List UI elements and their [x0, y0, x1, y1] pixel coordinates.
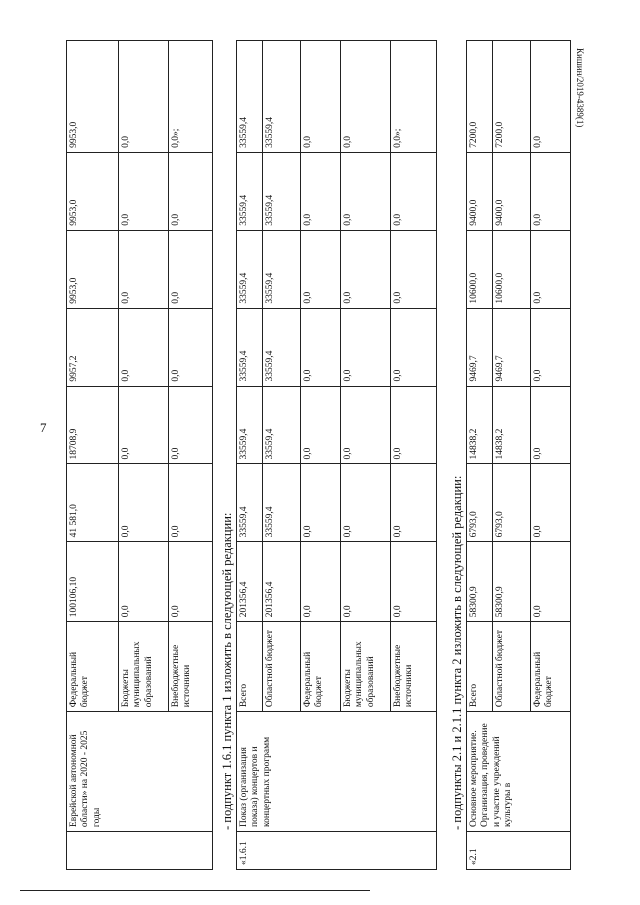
- table-value-cell: 33559,4: [237, 464, 263, 542]
- table-value-cell: 0,0: [531, 464, 571, 542]
- table-label-cell: Областной бюджет: [493, 622, 531, 712]
- table-row: [67, 41, 119, 870]
- table-value-cell: 0,0: [169, 542, 213, 622]
- table-label-cell: Бюджеты муниципальных образований: [119, 622, 169, 712]
- table-label-cell: Показ (организация показа) концертов и концертных программ: [237, 712, 437, 832]
- table-mid-wrapper: [236, 40, 437, 870]
- section-2-heading: - подпункты 2.1 и 2.1.1 пункта 2 изложить в следующей редакции:: [450, 475, 464, 830]
- table-bottom-wrapper: [466, 40, 571, 870]
- table-value-cell: 7200,0: [467, 41, 493, 153]
- table-value-cell: 10600,0: [493, 230, 531, 308]
- table-value-cell: 0,0: [391, 542, 437, 622]
- table-value-cell: 0,0: [119, 386, 169, 464]
- table-value-cell: 0,0: [301, 41, 341, 153]
- table-value-cell: 14838,2: [467, 386, 493, 464]
- table-value-cell: 33559,4: [237, 386, 263, 464]
- table-label-cell: Федеральный бюджет: [301, 622, 341, 712]
- page-bottom-rule: [20, 890, 370, 891]
- table-value-cell: 0,0: [531, 152, 571, 230]
- table-value-cell: 0,0: [341, 464, 391, 542]
- table-value-cell: 33559,4: [263, 464, 301, 542]
- table-value-cell: 0,0: [119, 230, 169, 308]
- budget-table-1-6-1: [236, 40, 437, 870]
- table-value-cell: 0,0: [391, 308, 437, 386]
- table-value-cell: 201356,4: [237, 542, 263, 622]
- table-label-cell: Бюджеты муниципальных образований: [341, 622, 391, 712]
- table-value-cell: 0,0»;: [391, 41, 437, 153]
- table-value-cell: 41 581,0: [67, 464, 119, 542]
- table-label-cell: Внебюджетные источники: [169, 622, 213, 712]
- table-value-cell: 33559,4: [263, 308, 301, 386]
- table-value-cell: 0,0: [169, 230, 213, 308]
- section-1-heading: - подпункт 1.6.1 пункта 1 изложить в следующей редакции:: [220, 512, 234, 830]
- budget-table-continuation: [66, 40, 213, 870]
- table-value-cell: 100106,10: [67, 542, 119, 622]
- table-value-cell: 0,0: [391, 230, 437, 308]
- table-value-cell: 0,0: [301, 464, 341, 542]
- table-value-cell: 0,0: [531, 41, 571, 153]
- table-value-cell: 58300,9: [493, 542, 531, 622]
- table-value-cell: 14838,2: [493, 386, 531, 464]
- table-value-cell: 0,0: [391, 152, 437, 230]
- table-top-wrapper: [66, 40, 213, 870]
- table-value-cell: 201356,4: [263, 542, 301, 622]
- table-label-cell: Федеральный бюджет: [67, 622, 119, 712]
- table-value-cell: 0,0: [301, 308, 341, 386]
- table-value-cell: 0,0: [531, 542, 571, 622]
- table-value-cell: 9953,0: [67, 230, 119, 308]
- table-value-cell: 33559,4: [263, 386, 301, 464]
- table-value-cell: 0,0: [119, 308, 169, 386]
- table-value-cell: 6793,0: [493, 464, 531, 542]
- table-value-cell: 33559,4: [263, 152, 301, 230]
- table-value-cell: 0,0: [301, 230, 341, 308]
- table-value-cell: 33559,4: [237, 308, 263, 386]
- table-value-cell: 0,0: [391, 464, 437, 542]
- table-label-cell: Внебюджетные источники: [391, 622, 437, 712]
- page-number: 7: [40, 420, 47, 435]
- table-value-cell: 0,0: [531, 308, 571, 386]
- budget-table-2-1: [466, 40, 571, 870]
- table-value-cell: 9469,7: [467, 308, 493, 386]
- table-value-cell: 0,0: [169, 152, 213, 230]
- table-row: [237, 41, 263, 870]
- table-value-cell: 33559,4: [237, 230, 263, 308]
- table-value-cell: 7200,0: [493, 41, 531, 153]
- table-label-cell: Федеральный бюджет: [531, 622, 571, 712]
- table-row: [467, 41, 493, 870]
- table-value-cell: 0,0: [119, 464, 169, 542]
- document-code: Кишин/2019-4389(1): [575, 48, 585, 128]
- table-value-cell: 9400,0: [467, 152, 493, 230]
- table-value-cell: 0,0: [169, 308, 213, 386]
- table-value-cell: 0,0: [341, 542, 391, 622]
- table-value-cell: 33559,4: [237, 152, 263, 230]
- table-label-cell: «2.1: [467, 832, 571, 870]
- table-value-cell: 9953,0: [67, 41, 119, 153]
- table-value-cell: 0,0: [341, 230, 391, 308]
- table-value-cell: 33559,4: [237, 41, 263, 153]
- table-value-cell: 9469,7: [493, 308, 531, 386]
- table-label-cell: [67, 832, 213, 870]
- table-value-cell: 0,0: [341, 41, 391, 153]
- table-value-cell: 58300,9: [467, 542, 493, 622]
- table-value-cell: 0,0: [301, 542, 341, 622]
- table-label-cell: Всего: [237, 622, 263, 712]
- table-value-cell: 33559,4: [263, 41, 301, 153]
- table-value-cell: 0,0»;: [169, 41, 213, 153]
- table-value-cell: 0,0: [301, 152, 341, 230]
- table-value-cell: 0,0: [169, 386, 213, 464]
- table-label-cell: Еврейской автономной области» на 2020 - 2025 годы: [67, 712, 213, 832]
- table-value-cell: 0,0: [391, 386, 437, 464]
- table-label-cell: Основное мероприятие. Организация, проведение и участие учреждений культуры в: [467, 712, 571, 832]
- table-label-cell: Областной бюджет: [263, 622, 301, 712]
- table-value-cell: 0,0: [341, 308, 391, 386]
- table-label-cell: «1.6.1: [237, 832, 437, 870]
- table-value-cell: 0,0: [531, 386, 571, 464]
- table-value-cell: 9400,0: [493, 152, 531, 230]
- table-value-cell: 0,0: [119, 41, 169, 153]
- table-value-cell: 0,0: [341, 386, 391, 464]
- table-value-cell: 0,0: [531, 230, 571, 308]
- table-value-cell: 10600,0: [467, 230, 493, 308]
- table-value-cell: 9953,0: [67, 152, 119, 230]
- table-value-cell: 18708,9: [67, 386, 119, 464]
- table-value-cell: 0,0: [119, 542, 169, 622]
- table-value-cell: 0,0: [301, 386, 341, 464]
- table-value-cell: 33559,4: [263, 230, 301, 308]
- table-value-cell: 9957,2: [67, 308, 119, 386]
- table-label-cell: Всего: [467, 622, 493, 712]
- table-value-cell: 0,0: [119, 152, 169, 230]
- table-value-cell: 0,0: [169, 464, 213, 542]
- table-value-cell: 6793,0: [467, 464, 493, 542]
- table-value-cell: 0,0: [341, 152, 391, 230]
